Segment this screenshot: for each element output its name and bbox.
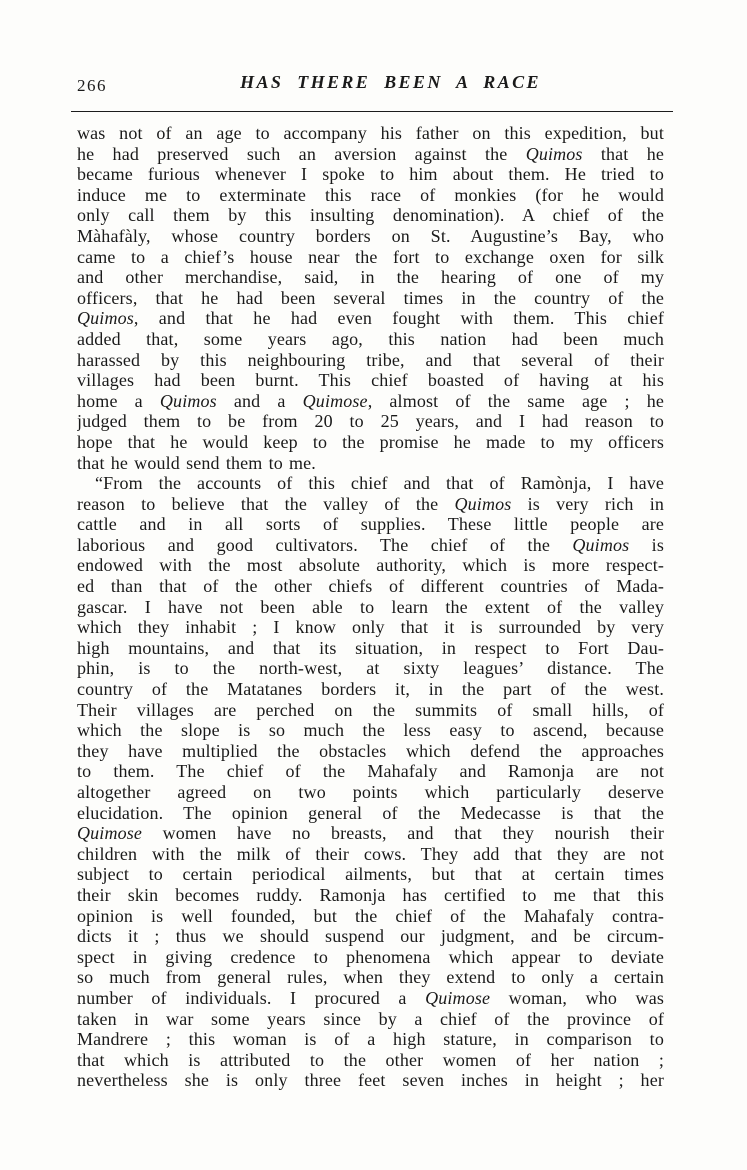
text-segment: altogether agreed on two points which particularly deserve <box>77 782 664 802</box>
text-segment: elucidation. The opinion general of the Medecasse is that the <box>77 802 664 823</box>
text-segment: came to a chief’s house near the fort to exchange oxen for silk <box>77 246 664 267</box>
text-segment: home a <box>77 390 160 411</box>
text-segment: and a <box>216 390 303 411</box>
text-line <box>77 658 664 679</box>
text-segment: opinion is well founded, but the chief of the Mahafaly contra- <box>77 905 664 926</box>
text-segment: high mountains, and that its situation, in respect to Fort Dau- <box>77 637 664 658</box>
text-line <box>77 144 664 165</box>
text-line <box>77 370 664 391</box>
text-segment: became furious whenever I spoke to him about them. He tried to <box>77 164 664 185</box>
text-line <box>77 844 664 865</box>
text-segment: they have multiplied the obstacles which defend the approaches <box>77 740 664 761</box>
text-segment: nevertheless she is only three feet seven inches in height ; her <box>77 1070 664 1091</box>
text-segment: induce me to exterminate this race of monkies (for he would <box>77 184 664 205</box>
text-segment: he had preserved such an aversion against the <box>77 143 526 164</box>
text-line <box>77 761 664 782</box>
italic-term: Quimos <box>77 308 134 329</box>
text-segment: endowed with the most absolute authority, which is more respect- <box>77 555 664 576</box>
italic-term: Quimos <box>572 534 630 555</box>
text-segment: laborious and good cultivators. The chief of the <box>77 534 573 555</box>
text-segment: Mandrere ; this woman is of a high stature, in comparison to <box>77 1029 664 1050</box>
text-line <box>77 885 664 906</box>
text-segment: phin, is to the north-west, at sixty leagues’ distance. The <box>77 658 664 679</box>
text-segment: that which is attributed to the other women of her nation ; <box>77 1049 664 1070</box>
text-segment: woman, who was <box>490 987 664 1008</box>
text-segment: officers, that he had been several times in the country of the <box>77 287 664 308</box>
text-line <box>77 1029 664 1050</box>
text-line <box>77 555 664 576</box>
text-segment: which the slope is so much the less easy to ascend, because <box>77 720 664 741</box>
page-body <box>77 123 664 1091</box>
text-segment: which they inhabit ; I know only that it is surrounded by very <box>77 617 664 638</box>
text-line <box>77 926 664 947</box>
text-line <box>77 329 664 350</box>
text-line <box>77 185 664 206</box>
text-line <box>77 617 664 638</box>
text-line <box>77 597 664 618</box>
text-line <box>77 247 664 268</box>
text-segment: was not of an age to accompany his father on this expedition, but <box>77 123 664 143</box>
text-segment: harassed by this neighbouring tribe, and that several of their <box>77 349 664 370</box>
text-line <box>77 967 664 988</box>
text-line <box>77 411 664 432</box>
text-segment: is <box>629 534 664 555</box>
text-line <box>77 308 664 329</box>
text-line <box>77 988 664 1009</box>
text-segment: that he would send them to me. <box>77 452 316 473</box>
text-line <box>77 1009 664 1030</box>
text-line <box>77 288 664 309</box>
text-line <box>77 823 664 844</box>
text-segment: is very rich in <box>511 493 664 514</box>
text-segment: reason to believe that the valley of the <box>77 493 455 514</box>
text-line <box>77 267 664 288</box>
text-line <box>77 576 664 597</box>
text-line <box>77 514 664 535</box>
text-segment: villages had been burnt. This chief boasted of having at his <box>77 370 664 391</box>
text-line <box>77 432 664 453</box>
text-line <box>77 679 664 700</box>
text-line <box>77 741 664 762</box>
text-segment: Màhafàly, whose country borders on St. Augustine’s Bay, who <box>77 225 664 246</box>
text-line <box>77 494 664 515</box>
italic-term: Quimose <box>77 823 143 844</box>
text-segment: so much from general rules, when they extend to only a certain <box>77 967 664 988</box>
text-line <box>77 947 664 968</box>
italic-term: Quimose <box>302 390 368 411</box>
text-segment: and other merchandise, said, in the hearing of one of my <box>77 267 664 288</box>
text-segment: number of individuals. I procured a <box>77 987 426 1008</box>
text-line <box>77 164 664 185</box>
running-header-title: HAS THERE BEEN A RACE <box>240 72 541 92</box>
text-line <box>77 473 664 494</box>
text-segment: their skin becomes ruddy. Ramonja has certified to me that this <box>77 884 664 905</box>
text-segment: only call them by this insulting denomination). A chief of the <box>77 205 664 226</box>
text-segment: added that, some years ago, this nation had been much <box>77 328 664 349</box>
text-line <box>77 350 664 371</box>
text-line <box>77 782 664 803</box>
page-number: 266 <box>77 76 107 95</box>
text-segment: country of the Matatanes borders it, in the part of the west. <box>77 679 664 700</box>
text-segment: , almost of the same age ; he <box>367 390 664 411</box>
text-segment: ed than that of the other chiefs of different countries of Mada- <box>77 576 664 597</box>
text-line <box>77 205 664 226</box>
text-segment: spect in giving credence to phenomena which appear to deviate <box>77 946 664 967</box>
text-line <box>77 864 664 885</box>
text-segment: dicts it ; thus we should suspend our judgment, and be circum- <box>77 926 664 947</box>
italic-term: Quimos <box>159 390 217 411</box>
text-line <box>77 123 664 144</box>
text-segment: Their villages are perched on the summits of small hills, of <box>77 699 664 720</box>
text-segment: women have no breasts, and that they nourish their <box>142 823 664 844</box>
page-header <box>77 72 664 98</box>
text-line <box>77 535 664 556</box>
text-line <box>77 638 664 659</box>
text-segment: , and that he had even fought with them. This chief <box>133 308 664 329</box>
text-line <box>77 1070 664 1091</box>
text-segment: gascar. I have not been able to learn the extent of the valley <box>77 596 664 617</box>
italic-term: Quimos <box>454 493 512 514</box>
text-segment: taken in war some years since by a chief of the province of <box>77 1008 664 1029</box>
text-segment: hope that he would keep to the promise he made to my officers <box>77 431 664 452</box>
text-segment: subject to certain periodical ailments, but that at certain times <box>77 864 664 885</box>
italic-term: Quimose <box>425 987 491 1008</box>
text-line <box>77 803 664 824</box>
text-line <box>77 1050 664 1071</box>
text-line <box>77 453 664 474</box>
text-segment: judged them to be from 20 to 25 years, and I had reason to <box>77 411 664 432</box>
text-line <box>77 700 664 721</box>
text-segment: that he <box>582 143 664 164</box>
italic-term: Quimos <box>525 143 583 164</box>
text-line <box>77 226 664 247</box>
text-segment: “From the accounts of this chief and that of Ramònja, I have <box>95 473 664 494</box>
text-segment: cattle and in all sorts of supplies. These little people are <box>77 514 664 535</box>
text-segment: to them. The chief of the Mahafaly and Ramonja are not <box>77 761 664 782</box>
text-line <box>77 391 664 412</box>
text-segment: children with the milk of their cows. They add that they are not <box>77 843 664 864</box>
text-line <box>77 720 664 741</box>
text-line <box>77 906 664 927</box>
header-rule-divider <box>71 111 673 112</box>
